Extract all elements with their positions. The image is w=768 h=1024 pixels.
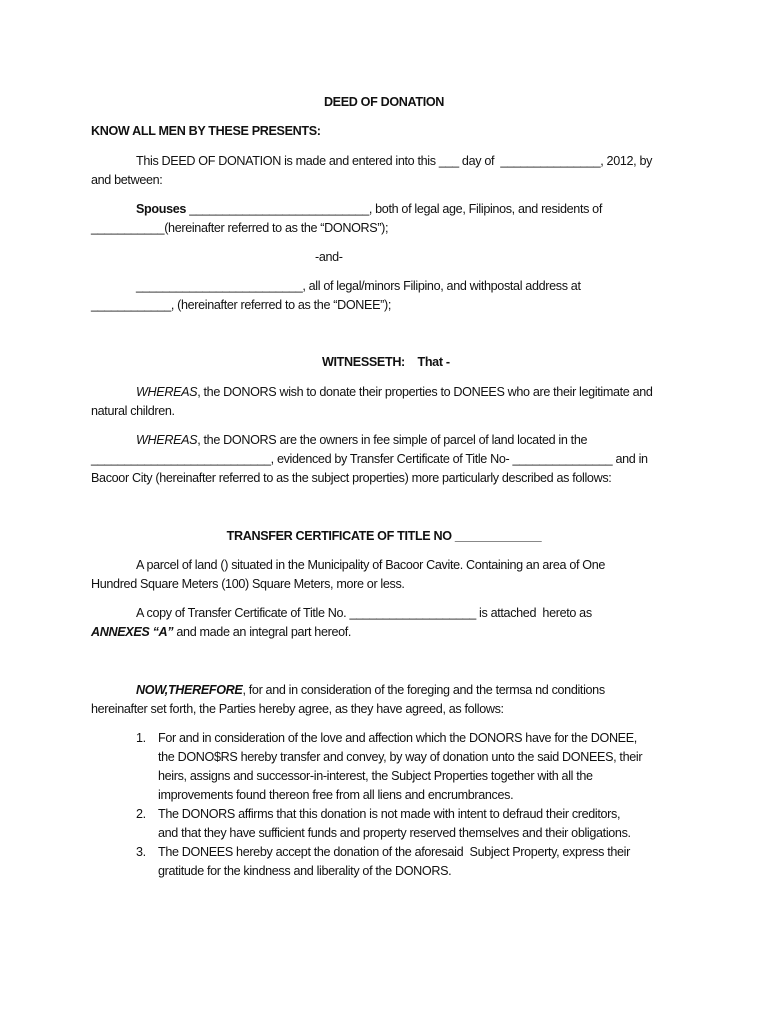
list-item-line: gratitude for the kindness and liberality of the DONORS. [158,864,452,878]
list-item-line: improvements found thereon free from all liens and encrumbrances. [158,788,514,802]
list-item-line: the DONO$RS hereby transfer and convey, by way of donation unto the said DONEES, their [158,750,643,764]
list-item-line: For and in consideration of the love and affection which the DONORS have for the DONEE, [158,731,637,745]
spouses-rest: ___________________________, both of legal age, Filipinos, and residents of [186,202,602,216]
now-therefore-line-1 [136,681,605,701]
witnesseth-heading: WITNESSETH: That - [322,355,450,369]
now-therefore-rest: , for and in consideration of the foreging and the termsa nd conditions [242,683,605,697]
spouses-label: Spouses [136,202,187,216]
list-item-line: and that they have sufficient funds and property reserved themselves and their obligations. [158,826,631,840]
whereas-1-line-1 [136,383,653,403]
whereas-2-line-3: Bacoor City (hereinafter referred to as the subject properties) more particularly described as follows: [91,471,612,485]
list-number: 2. [136,807,146,821]
now-therefore-line-2: hereinafter set forth, the Parties hereby agree, as they have agreed, as follows: [91,702,504,716]
list-item-line: The DONORS affirms that this donation is not made with intent to defraud their creditors, [158,807,621,821]
parcel-line-2: Hundred Square Meters (100) Square Meters, more or less. [91,577,405,591]
donee-line-1: _________________________, all of legal/minors Filipino, and withpostal address at [136,279,581,293]
donors-reference: ___________(hereinafter referred to as the “DONORS”); [91,221,389,235]
annexes-word: ANNEXES “A” [91,625,174,639]
opening-clause: KNOW ALL MEN BY THESE PRESENTS: [91,124,321,138]
parcel-line-1: A parcel of land () situated in the Municipality of Bacoor Cavite. Containing an area of One [136,558,606,572]
list-number: 3. [136,845,146,859]
whereas-1-rest: , the DONORS wish to donate their properties to DONEES who are their legitimate and [197,385,653,399]
document-title: DEED OF DONATION [323,95,445,109]
annexes-line [91,623,351,643]
intro-line-2: and between: [91,173,163,187]
list-item-line: The DONEES hereby accept the donation of the aforesaid Subject Property, express their [158,845,630,859]
list-number: 1. [136,731,146,745]
and-separator: -and- [315,250,343,264]
donee-line-2: ____________, (hereinafter referred to as the “DONEE”); [91,298,391,312]
whereas-1-line-2: natural children. [91,404,175,418]
copy-line-1: A copy of Transfer Certificate of Title No. ___________________ is attached hereto as [136,606,592,620]
whereas-1-word: WHEREAS [136,385,198,399]
now-therefore-word: NOW,THEREFORE [136,683,243,697]
list-item-line: heirs, assigns and successor-in-interest, the Subject Properties together with all the [158,769,593,783]
whereas-2-line-1 [136,431,587,451]
annexes-rest: and made an integral part hereof. [173,625,352,639]
tct-heading: TRANSFER CERTIFICATE OF TITLE NO _____________ [226,529,542,543]
whereas-2-word: WHEREAS [136,433,198,447]
whereas-2-rest: , the DONORS are the owners in fee simple of parcel of land located in the [197,433,588,447]
intro-line-1: This DEED OF DONATION is made and entered into this ___ day of _______________, 2012, by [136,154,653,168]
spouses-line [136,200,602,220]
whereas-2-line-2: ___________________________, evidenced by Transfer Certificate of Title No- _______________ and in [91,452,648,466]
